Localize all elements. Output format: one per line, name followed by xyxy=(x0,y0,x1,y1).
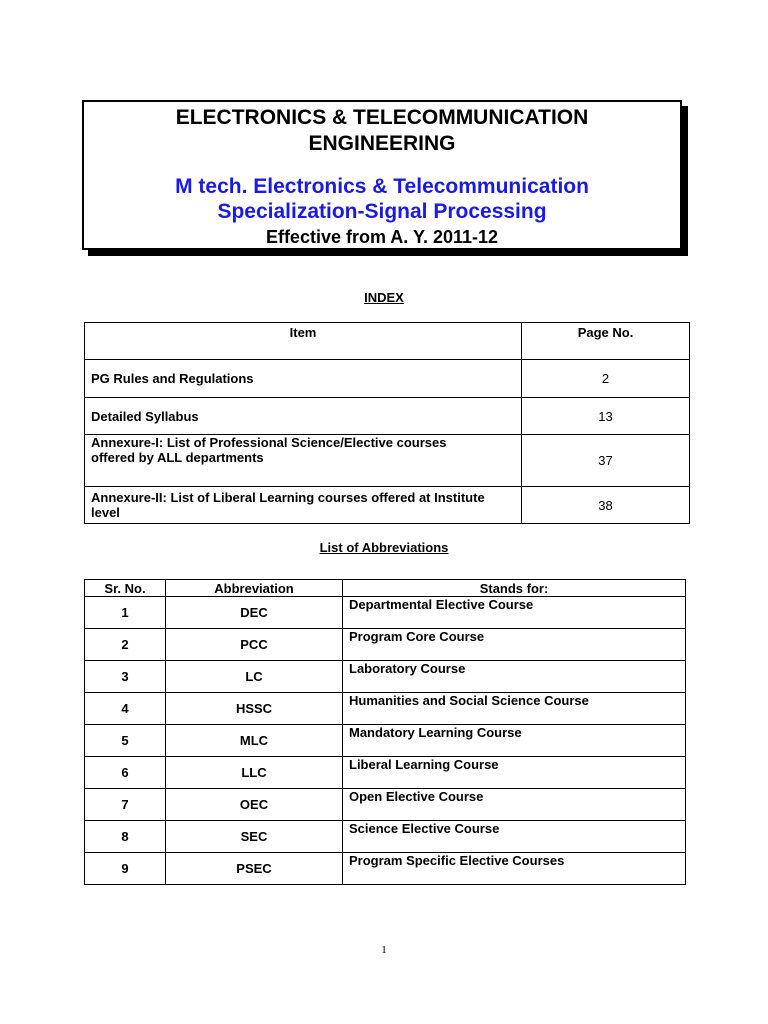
index-page: 13 xyxy=(522,398,690,435)
table-row: 7 OEC Open Elective Course xyxy=(85,789,686,821)
table-row: 3 LC Laboratory Course xyxy=(85,661,686,693)
table-row xyxy=(85,398,690,435)
abbr-header-row xyxy=(85,580,686,597)
table-row: 5 MLC Mandatory Learning Course xyxy=(85,725,686,757)
index-item: Annexure-II: List of Liberal Learning courses offered at Institute level xyxy=(85,487,522,524)
abbr-col-sr: Sr. No. xyxy=(85,580,166,597)
table-row: 2 PCC Program Core Course xyxy=(85,629,686,661)
effective-date: Effective from A. Y. 2011-12 xyxy=(265,227,499,247)
title-box xyxy=(82,100,682,250)
table-row: 6 LLC Liberal Learning Course xyxy=(85,757,686,789)
abbreviations-table xyxy=(84,579,686,885)
abbreviations-heading: List of Abbreviations xyxy=(319,540,449,555)
table-row: 4 HSSC Humanities and Social Science Course xyxy=(85,693,686,725)
index-page: 2 xyxy=(522,360,690,398)
program-title: M tech. Electronics & Telecommunication Specialization-Signal Processing xyxy=(175,175,589,223)
abbr-col-stands-for: Stands for: xyxy=(343,580,686,597)
index-item: PG Rules and Regulations xyxy=(85,360,522,398)
index-item: Annexure-I: List of Professional Science/Elective courses offered by ALL departments xyxy=(85,435,522,487)
table-row xyxy=(85,487,690,524)
table-row: 8 SEC Science Elective Course xyxy=(85,821,686,853)
index-page: 37 xyxy=(522,435,690,487)
index-header-row xyxy=(85,323,690,360)
table-row xyxy=(85,435,690,487)
page-number: 1 xyxy=(381,944,387,956)
index-col-item: Item xyxy=(85,323,522,360)
table-row xyxy=(85,360,690,398)
index-item: Detailed Syllabus xyxy=(85,398,522,435)
index-heading: INDEX xyxy=(364,290,404,305)
abbr-col-abbreviation: Abbreviation xyxy=(166,580,343,597)
table-row: 9 PSEC Program Specific Elective Courses xyxy=(85,853,686,885)
index-col-page: Page No. xyxy=(522,323,690,360)
table-row: 1 DEC Departmental Elective Course xyxy=(85,597,686,629)
department-title: ELECTRONICS & TELECOMMUNICATION ENGINEERING xyxy=(175,106,589,155)
index-page: 38 xyxy=(522,487,690,524)
index-table xyxy=(84,322,690,524)
